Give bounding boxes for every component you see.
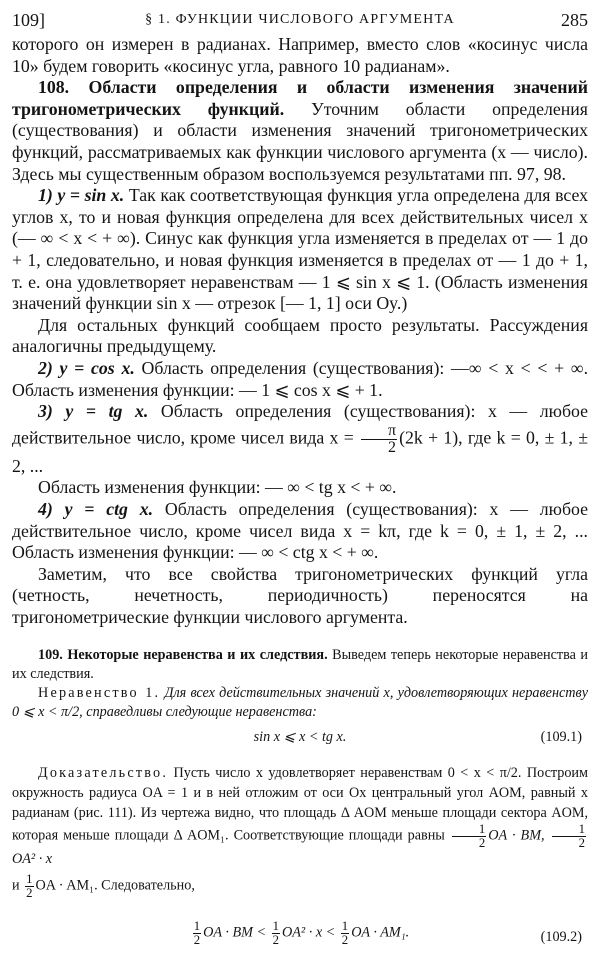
equation-109-1-expr: sin x ⩽ x < tg x.: [253, 728, 347, 745]
area-sector: OA² · x: [12, 850, 53, 867]
equation-109-1: [12, 728, 588, 747]
area-triangle: OA · BM,: [488, 827, 545, 844]
section-109: [12, 646, 588, 684]
function-cos-label: 2) y = cos x.: [38, 357, 135, 378]
proof: [12, 764, 588, 869]
equation-109-1-number: (109.1): [540, 728, 582, 745]
fraction-half-3: $\frac{1}{2}$: [26, 872, 33, 901]
inequality-1-label: Неравенство 1.: [38, 685, 161, 702]
section-108-title: 108. Области определения и области изменения значений тригонометрических функций.: [12, 77, 588, 119]
function-tg-text: Область определения (существования): x — любое действительное число, кроме чисел вида x =: [12, 401, 588, 448]
function-cos-text: Область определения (существования): —∞ < x < < + ∞. Область изменения функции: — 1 ⩽ cos x ⩽ + 1.: [12, 357, 589, 400]
function-cos: [12, 358, 588, 401]
inequality-1-text: Для всех действительных значений x, удовлетворяющих неравенству 0 ⩽ x < π/2, справедливы следующие неравенства:: [12, 685, 589, 720]
area-big-triangle: OA · AM₁. Следовательно,: [35, 877, 195, 894]
running-title: § 1. ФУНКЦИИ ЧИСЛОВОГО АРГУМЕНТА: [145, 12, 455, 27]
proof-continuation: [12, 873, 588, 900]
running-header: [12, 8, 588, 34]
function-sin-label: 1) y = sin x.: [38, 185, 125, 206]
fraction-half-1: $\frac{1}{2}$: [452, 823, 486, 850]
function-sin-text: Так как соответствующая функция угла определена для всех углов x, то и новая функция определена для всех действительных чисел x (— ∞ < x < + ∞). Синус как функция угла изменяется в пределах от — 1 до + 1, следовательно, и новая функция изменяется в пределах от — 1 до + 1, т. е. она удовлетворяет неравенствам — 1 ⩽ sin x ⩽ 1. (Область изменения значений функции sin x — отрезок [— 1, 1] оси Oy.): [12, 185, 589, 314]
proof-label: Доказательство.: [38, 765, 169, 782]
function-tg-label: 3) y = tg x.: [38, 401, 149, 422]
section-108-text: Уточним области определения (существования) и области изменения значений тригонометрических функций, рассматриваемых как функции числового аргумента (x — число). Здесь мы существенным образом воспользуемся результатами пп. 97, 98.: [12, 98, 588, 184]
inequality-1: [12, 684, 588, 722]
function-tg-range: Область изменения функции: — ∞ < tg x < + ∞.: [38, 477, 397, 498]
paragraph-continuation: которого он измерен в радианах. Например, вместо слов «косинус числа 10» будем говорить «косинус угла, равного 10 радианам».: [12, 34, 588, 76]
fraction-half-2: $\frac{1}{2}$: [552, 823, 586, 850]
function-ctg-text: Область определения (существования): x — любое действительное число, кроме чисел вида x = kπ, где k = 0, ± 1, ± 2, ... Область изменения функции: — ∞ < ctg x < + ∞.: [12, 498, 588, 563]
section-108: [12, 77, 588, 185]
equation-109-2: $\frac{1}{2}$ OA · BM < $\frac{1}{2}$ OA² · x < $\frac{1}{2}$ OA · AM₁. (109.2): [193, 918, 582, 947]
section-109-title: 109. Некоторые неравенства и их следствия.: [38, 647, 328, 664]
fraction-pi-over-2: $\frac{\pi}{2}$: [361, 423, 397, 456]
function-sin: [12, 185, 588, 315]
book-page: [12, 8, 588, 947]
function-tg: [12, 401, 588, 477]
paragraph-note: Заметим, что все свойства тригонометрических функций угла (четность, нечетность, периодичность) переносятся на тригонометрические функции числового аргумента.: [12, 563, 588, 627]
paragraph-rest: Для остальных функций сообщаем просто результаты. Рассуждения аналогичны предыдущему.: [12, 314, 588, 357]
section-ref: 109]: [12, 10, 45, 30]
conjunction: и: [12, 877, 20, 894]
function-ctg-label: 4) y = ctg x.: [38, 498, 154, 519]
proof-text: Пусть число x удовлетворяет неравенствам 0 < x < π/2. Построим окружность радиуса OA = 1 и в ней отложим от оси Ox центральный угол AOM, равный x радианам (рис. 111). Из чертежа видно, что площадь Δ AOM меньше площади сектора AOM, которая меньше площади Δ AOM₁. Соответствующие площади равны: [12, 765, 589, 844]
section-109-text: Выведем теперь некоторые неравенства и их следствия.: [12, 647, 588, 683]
function-ctg: [12, 499, 588, 564]
page-number: 285: [561, 10, 588, 30]
equation-109-2-number: (109.2): [540, 928, 582, 945]
function-tg-text-2: (2k + 1), где k = 0, ± 1, ± 2, ...: [12, 427, 589, 476]
